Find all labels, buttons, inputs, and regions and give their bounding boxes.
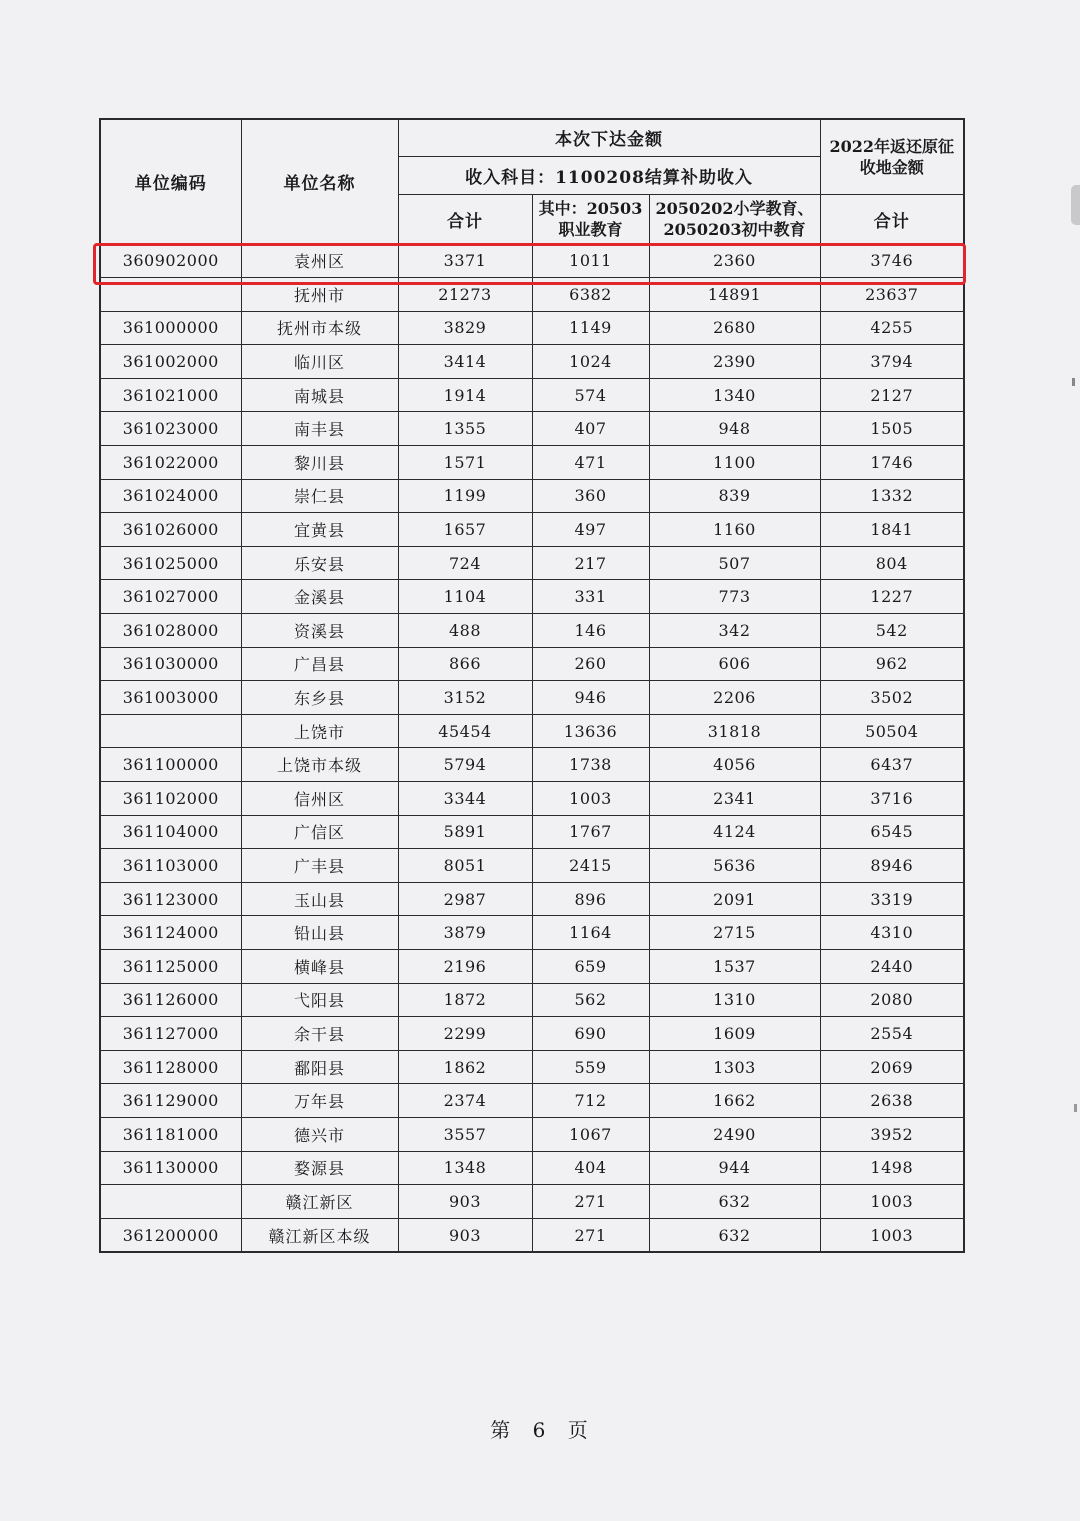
cell-2022-refund: 8946	[820, 849, 964, 883]
cell-basic-education: 1303	[649, 1050, 820, 1084]
cell-subtotal: 45454	[398, 714, 532, 748]
cell-basic-education: 4124	[649, 815, 820, 849]
cell-basic-education: 1310	[649, 983, 820, 1017]
cell-2022-refund: 3746	[820, 244, 964, 278]
cell-subtotal: 1657	[398, 513, 532, 547]
cell-basic-education: 1662	[649, 1084, 820, 1118]
cell-unit-code: 361026000	[100, 513, 241, 547]
cell-subtotal: 1571	[398, 446, 532, 480]
cell-subtotal: 488	[398, 614, 532, 648]
cell-unit-name: 上饶市本级	[241, 748, 398, 782]
cell-unit-name: 万年县	[241, 1084, 398, 1118]
cell-2022-refund: 50504	[820, 714, 964, 748]
table-row	[100, 983, 964, 1017]
table-row	[100, 345, 964, 379]
cell-2022-refund: 6545	[820, 815, 964, 849]
cell-2022-refund: 4310	[820, 916, 964, 950]
cell-unit-code: 361127000	[100, 1017, 241, 1051]
cell-2022-refund: 3502	[820, 681, 964, 715]
table-row	[100, 614, 964, 648]
cell-subtotal: 3414	[398, 345, 532, 379]
cell-basic-education: 948	[649, 412, 820, 446]
cell-unit-name: 乐安县	[241, 546, 398, 580]
cell-unit-name: 金溪县	[241, 580, 398, 614]
cell-2022-refund: 1746	[820, 446, 964, 480]
cell-unit-code: 360902000	[100, 244, 241, 278]
cell-unit-code: 361021000	[100, 378, 241, 412]
cell-vocational: 1024	[532, 345, 649, 379]
cell-subtotal: 2987	[398, 882, 532, 916]
scan-speck	[1074, 1104, 1077, 1112]
cell-basic-education: 839	[649, 479, 820, 513]
table-row	[100, 1084, 964, 1118]
cell-subtotal: 3879	[398, 916, 532, 950]
cell-vocational: 690	[532, 1017, 649, 1051]
cell-unit-code: 361002000	[100, 345, 241, 379]
cell-unit-code: 361025000	[100, 546, 241, 580]
cell-subtotal: 1104	[398, 580, 532, 614]
table-body	[100, 244, 964, 1252]
header-vocational: 其中：20503 职业教育	[532, 194, 649, 244]
cell-unit-name: 东乡县	[241, 681, 398, 715]
cell-unit-name: 铅山县	[241, 916, 398, 950]
table-row	[100, 278, 964, 312]
cell-unit-code: 361000000	[100, 311, 241, 345]
cell-unit-code: 361128000	[100, 1050, 241, 1084]
cell-unit-code: 361028000	[100, 614, 241, 648]
cell-vocational: 896	[532, 882, 649, 916]
cell-vocational: 1767	[532, 815, 649, 849]
header-subtotal: 合计	[398, 194, 532, 244]
cell-unit-name: 赣江新区本级	[241, 1218, 398, 1252]
cell-basic-education: 632	[649, 1185, 820, 1219]
cell-unit-name: 黎川县	[241, 446, 398, 480]
cell-unit-code: 361103000	[100, 849, 241, 883]
cell-basic-education: 2091	[649, 882, 820, 916]
cell-unit-name: 玉山县	[241, 882, 398, 916]
cell-basic-education: 2390	[649, 345, 820, 379]
cell-subtotal: 1355	[398, 412, 532, 446]
table-header	[100, 119, 964, 244]
cell-subtotal: 8051	[398, 849, 532, 883]
cell-vocational: 13636	[532, 714, 649, 748]
cell-2022-refund: 2069	[820, 1050, 964, 1084]
table-row	[100, 513, 964, 547]
table-row	[100, 1050, 964, 1084]
cell-subtotal: 2196	[398, 949, 532, 983]
cell-2022-refund: 3319	[820, 882, 964, 916]
cell-unit-code: 361125000	[100, 949, 241, 983]
cell-unit-code: 361200000	[100, 1218, 241, 1252]
cell-unit-name: 抚州市本级	[241, 311, 398, 345]
cell-2022-refund: 2440	[820, 949, 964, 983]
cell-basic-education: 1609	[649, 1017, 820, 1051]
cell-unit-code: 361123000	[100, 882, 241, 916]
cell-unit-name: 信州区	[241, 782, 398, 816]
cell-basic-education: 2680	[649, 311, 820, 345]
cell-basic-education: 2341	[649, 782, 820, 816]
cell-unit-code	[100, 278, 241, 312]
cell-unit-name: 崇仁县	[241, 479, 398, 513]
table-row	[100, 378, 964, 412]
table-row	[100, 412, 964, 446]
table-row	[100, 446, 964, 480]
cell-subtotal: 3557	[398, 1117, 532, 1151]
cell-unit-name: 广丰县	[241, 849, 398, 883]
cell-2022-refund: 962	[820, 647, 964, 681]
cell-unit-name: 南丰县	[241, 412, 398, 446]
table-row	[100, 748, 964, 782]
table-row	[100, 546, 964, 580]
scan-edge-mark	[1071, 185, 1080, 225]
cell-vocational: 404	[532, 1151, 649, 1185]
cell-2022-refund: 1505	[820, 412, 964, 446]
table-row	[100, 580, 964, 614]
footer-prefix: 第	[490, 1418, 513, 1442]
table-row	[100, 244, 964, 278]
cell-vocational: 1003	[532, 782, 649, 816]
cell-unit-code: 361102000	[100, 782, 241, 816]
cell-2022-refund: 3952	[820, 1117, 964, 1151]
allocation-table	[99, 118, 965, 1253]
cell-2022-refund: 3716	[820, 782, 964, 816]
cell-2022-refund: 3794	[820, 345, 964, 379]
cell-2022-refund: 2080	[820, 983, 964, 1017]
cell-vocational: 946	[532, 681, 649, 715]
cell-unit-name: 广昌县	[241, 647, 398, 681]
cell-vocational: 331	[532, 580, 649, 614]
cell-2022-refund: 23637	[820, 278, 964, 312]
cell-basic-education: 2206	[649, 681, 820, 715]
cell-2022-refund: 1498	[820, 1151, 964, 1185]
table-row	[100, 647, 964, 681]
cell-2022-refund: 4255	[820, 311, 964, 345]
cell-subtotal: 3152	[398, 681, 532, 715]
cell-vocational: 574	[532, 378, 649, 412]
cell-2022-refund: 1332	[820, 479, 964, 513]
cell-unit-code: 361022000	[100, 446, 241, 480]
cell-basic-education: 1340	[649, 378, 820, 412]
cell-unit-name: 余干县	[241, 1017, 398, 1051]
cell-unit-name: 赣江新区	[241, 1185, 398, 1219]
table-row	[100, 782, 964, 816]
cell-vocational: 260	[532, 647, 649, 681]
table-row	[100, 916, 964, 950]
table-row	[100, 815, 964, 849]
cell-basic-education: 944	[649, 1151, 820, 1185]
table-row	[100, 714, 964, 748]
cell-2022-refund: 542	[820, 614, 964, 648]
cell-unit-code	[100, 1185, 241, 1219]
cell-2022-refund: 2638	[820, 1084, 964, 1118]
cell-vocational: 1011	[532, 244, 649, 278]
cell-vocational: 559	[532, 1050, 649, 1084]
cell-vocational: 407	[532, 412, 649, 446]
cell-subtotal: 1862	[398, 1050, 532, 1084]
cell-subtotal: 3829	[398, 311, 532, 345]
cell-unit-code: 361130000	[100, 1151, 241, 1185]
cell-vocational: 146	[532, 614, 649, 648]
cell-basic-education: 31818	[649, 714, 820, 748]
cell-2022-refund: 1841	[820, 513, 964, 547]
cell-unit-name: 抚州市	[241, 278, 398, 312]
cell-subtotal: 3371	[398, 244, 532, 278]
scan-speck	[1072, 378, 1075, 386]
cell-subtotal: 1914	[398, 378, 532, 412]
cell-vocational: 1164	[532, 916, 649, 950]
cell-subtotal: 1872	[398, 983, 532, 1017]
table-row	[100, 311, 964, 345]
cell-subtotal: 903	[398, 1185, 532, 1219]
cell-2022-refund: 1003	[820, 1218, 964, 1252]
cell-2022-refund: 2554	[820, 1017, 964, 1051]
cell-basic-education: 1537	[649, 949, 820, 983]
cell-basic-education: 2490	[649, 1117, 820, 1151]
header-unit-name: 单位名称	[241, 119, 398, 244]
cell-vocational: 360	[532, 479, 649, 513]
cell-2022-refund: 1227	[820, 580, 964, 614]
cell-unit-code: 361129000	[100, 1084, 241, 1118]
cell-basic-education: 4056	[649, 748, 820, 782]
header-basic-education: 2050202小学教育、 2050203初中教育	[649, 194, 820, 244]
cell-unit-code: 361126000	[100, 983, 241, 1017]
cell-unit-code: 361104000	[100, 815, 241, 849]
cell-unit-name: 宜黄县	[241, 513, 398, 547]
table-row	[100, 1218, 964, 1252]
cell-subtotal: 1199	[398, 479, 532, 513]
cell-unit-name: 横峰县	[241, 949, 398, 983]
cell-subtotal: 1348	[398, 1151, 532, 1185]
table-row	[100, 1151, 964, 1185]
cell-vocational: 1149	[532, 311, 649, 345]
cell-unit-code: 361027000	[100, 580, 241, 614]
cell-vocational: 271	[532, 1218, 649, 1252]
header-issued-amount: 本次下达金额	[398, 119, 820, 156]
cell-2022-refund: 6437	[820, 748, 964, 782]
cell-unit-code: 361124000	[100, 916, 241, 950]
cell-vocational: 1738	[532, 748, 649, 782]
cell-subtotal: 2299	[398, 1017, 532, 1051]
cell-basic-education: 2715	[649, 916, 820, 950]
table-row	[100, 681, 964, 715]
cell-subtotal: 903	[398, 1218, 532, 1252]
cell-unit-name: 广信区	[241, 815, 398, 849]
header-2022-subtotal: 合计	[820, 194, 964, 244]
cell-basic-education: 342	[649, 614, 820, 648]
header-income-subject: 收入科目：1100208结算补助收入	[398, 156, 820, 194]
cell-unit-name: 临川区	[241, 345, 398, 379]
page-footer	[0, 1414, 1080, 1443]
cell-basic-education: 14891	[649, 278, 820, 312]
cell-2022-refund: 2127	[820, 378, 964, 412]
header-unit-code: 单位编码	[100, 119, 241, 244]
cell-unit-code: 361181000	[100, 1117, 241, 1151]
cell-unit-name: 德兴市	[241, 1117, 398, 1151]
cell-unit-code: 361003000	[100, 681, 241, 715]
cell-unit-code	[100, 714, 241, 748]
cell-vocational: 659	[532, 949, 649, 983]
cell-unit-code: 361023000	[100, 412, 241, 446]
table-row	[100, 949, 964, 983]
cell-subtotal: 724	[398, 546, 532, 580]
cell-unit-name: 南城县	[241, 378, 398, 412]
cell-basic-education: 507	[649, 546, 820, 580]
table-row	[100, 882, 964, 916]
cell-unit-name: 上饶市	[241, 714, 398, 748]
cell-vocational: 2415	[532, 849, 649, 883]
header-2022-refund: 2022年返还原征 收地金额	[820, 119, 964, 194]
cell-vocational: 471	[532, 446, 649, 480]
table-row	[100, 1117, 964, 1151]
cell-basic-education: 606	[649, 647, 820, 681]
cell-vocational: 217	[532, 546, 649, 580]
footer-page-number: 6	[532, 1418, 548, 1442]
cell-vocational: 562	[532, 983, 649, 1017]
cell-basic-education: 1160	[649, 513, 820, 547]
cell-basic-education: 1100	[649, 446, 820, 480]
table-row	[100, 1017, 964, 1051]
cell-vocational: 497	[532, 513, 649, 547]
table-row	[100, 849, 964, 883]
cell-subtotal: 3344	[398, 782, 532, 816]
cell-vocational: 1067	[532, 1117, 649, 1151]
cell-basic-education: 2360	[649, 244, 820, 278]
cell-unit-code: 361030000	[100, 647, 241, 681]
cell-basic-education: 773	[649, 580, 820, 614]
cell-unit-name: 鄱阳县	[241, 1050, 398, 1084]
table-row	[100, 1185, 964, 1219]
cell-vocational: 712	[532, 1084, 649, 1118]
cell-2022-refund: 1003	[820, 1185, 964, 1219]
footer-suffix: 页	[567, 1418, 590, 1442]
cell-unit-name: 弋阳县	[241, 983, 398, 1017]
cell-unit-code: 361024000	[100, 479, 241, 513]
cell-subtotal: 5794	[398, 748, 532, 782]
cell-basic-education: 632	[649, 1218, 820, 1252]
cell-2022-refund: 804	[820, 546, 964, 580]
cell-unit-name: 资溪县	[241, 614, 398, 648]
cell-subtotal: 2374	[398, 1084, 532, 1118]
cell-unit-name: 袁州区	[241, 244, 398, 278]
cell-basic-education: 5636	[649, 849, 820, 883]
cell-unit-code: 361100000	[100, 748, 241, 782]
cell-vocational: 271	[532, 1185, 649, 1219]
cell-subtotal: 5891	[398, 815, 532, 849]
cell-vocational: 6382	[532, 278, 649, 312]
cell-subtotal: 21273	[398, 278, 532, 312]
table-row	[100, 479, 964, 513]
cell-subtotal: 866	[398, 647, 532, 681]
cell-unit-name: 婺源县	[241, 1151, 398, 1185]
